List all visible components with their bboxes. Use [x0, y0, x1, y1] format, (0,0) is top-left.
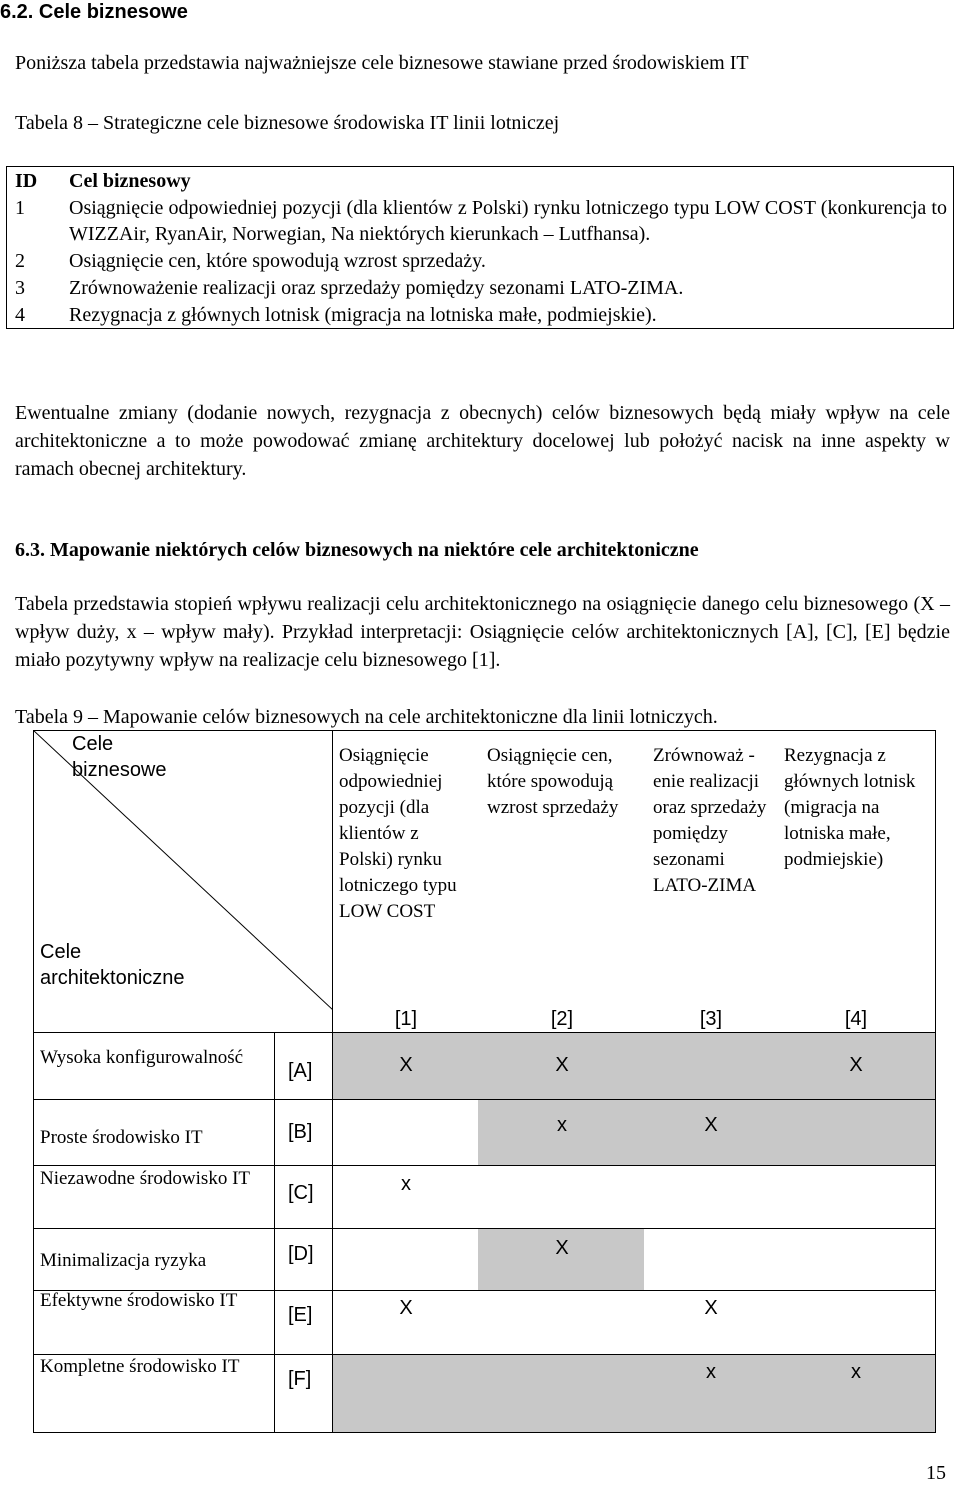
section-6-3-paragraph: Tabela przedstawia stopień wpływu realizacji celu architektonicznego na osiągnięcie danego celu biznesowego (X – wpływ duży, x – wpływ mały). Przykład interpretacji: Osiągnięcie celów architektonicznych [A], [C], [E] będzie miało pozytywny wpływ na realizacje celu biznesowego [1].	[15, 593, 950, 671]
mark-a-2: X	[555, 1054, 569, 1076]
table-row	[7, 301, 954, 329]
column-header-3: Zrównoważ -enie realizacji oraz sprzedaży pomiędzy sezonami LATO-ZIMA	[653, 745, 767, 896]
row-text: Zrównoważenie realizacji oraz sprzedaży pomiędzy sezonami LATO-ZIMA.	[69, 277, 684, 299]
row-id: 4	[15, 304, 25, 326]
column-code-1: [1]	[394, 1008, 418, 1030]
section-6-2-paragraph: Ewentualne zmiany (dodanie nowych, rezygnacja z obecnych) celów biznesowych będą miały wpływ na cele architektoniczne a to może powodować zmianę architektury docelowej lub położyć nacisk na inne aspekty w ramach obecnej architektury.	[15, 402, 950, 480]
table-row	[7, 247, 954, 274]
grid-line	[33, 1228, 936, 1229]
mark-b-2: x	[557, 1114, 567, 1136]
row-code-f: [F]	[288, 1368, 312, 1390]
row-id: 2	[15, 250, 25, 272]
mark-b-3: X	[704, 1114, 718, 1136]
grid-line	[33, 730, 34, 1433]
column-code-3: [3]	[699, 1008, 723, 1030]
grid-line	[332, 730, 333, 1433]
row-id: 3	[15, 277, 25, 299]
section-6-2-heading: 6.2. Cele biznesowe	[0, 1, 188, 23]
row-label-c: Niezawodne środowisko IT	[40, 1168, 251, 1189]
row-code-b: [B]	[288, 1121, 313, 1143]
row-code-c: [C]	[288, 1182, 314, 1204]
grid-line	[274, 1032, 275, 1433]
mark-e-1: X	[399, 1297, 413, 1319]
mark-e-3: X	[704, 1297, 718, 1319]
mark-f-4: x	[851, 1361, 861, 1383]
table-8-caption: Tabela 8 – Strategiczne cele biznesowe środowiska IT linii lotniczej	[15, 112, 560, 134]
row-label-b: Proste środowisko IT	[40, 1127, 203, 1148]
table-9-caption: Tabela 9 – Mapowanie celów biznesowych na cele architektoniczne dla linii lotniczych.	[15, 706, 718, 728]
row-text: Osiągnięcie cen, które spowodują wzrost sprzedaży.	[69, 250, 486, 272]
row-label-e: Efektywne środowisko IT	[40, 1290, 238, 1311]
row-id: 1	[15, 197, 25, 219]
row-label-a: Wysoka konfigurowalność	[40, 1047, 244, 1068]
grid-line	[33, 1432, 936, 1433]
mark-c-1: x	[401, 1173, 411, 1195]
mark-a-1: X	[399, 1054, 413, 1076]
row-code-d: [D]	[288, 1243, 314, 1265]
column-code-4: [4]	[844, 1008, 868, 1030]
table-row	[7, 194, 954, 247]
row-code-a: [A]	[288, 1060, 313, 1082]
table-8-header-goal: Cel biznesowy	[69, 170, 191, 192]
row-text: Rezygnacja z głównych lotnisk (migracja na lotniska małe, podmiejskie).	[69, 304, 657, 326]
column-header-4: Rezygnacja z głównych lotnisk (migracja na lotniska małe, podmiejskie)	[784, 745, 916, 870]
corner-business-goals: Cele biznesowe	[72, 733, 167, 781]
column-header-2: Osiągnięcie cen, które spowodują wzrost sprzedaży	[487, 745, 619, 818]
grid-line	[33, 1099, 936, 1100]
grid-line	[33, 730, 936, 731]
column-header-1: Osiągnięcie odpowiedniej pozycji (dla klientów z Polski) rynku lotniczego typu LOW COST	[339, 745, 457, 922]
corner-architecture-goals: Cele architektoniczne	[40, 941, 185, 989]
row-code-e: [E]	[288, 1304, 313, 1326]
mark-a-4: X	[849, 1054, 863, 1076]
table-8-header-id: ID	[15, 170, 38, 192]
grid-line	[33, 1032, 936, 1033]
section-6-2-intro: Poniższa tabela przedstawia najważniejsze cele biznesowe stawiane przed środowiskiem IT	[15, 52, 749, 74]
section-6-3-heading: 6.3. Mapowanie niektórych celów biznesowych na niektóre cele architektoniczne	[15, 539, 699, 561]
mark-d-2: X	[555, 1237, 569, 1259]
table-8	[6, 166, 954, 329]
page-number: 15	[926, 1462, 946, 1484]
mark-f-3: x	[706, 1361, 716, 1383]
row-label-f: Kompletne środowisko IT	[40, 1356, 240, 1377]
column-code-2: [2]	[550, 1008, 574, 1030]
row-label-d: Minimalizacja ryzyka	[40, 1250, 207, 1271]
table-row	[7, 274, 954, 301]
grid-line	[935, 730, 936, 1433]
table-8-header-row	[7, 167, 954, 195]
row-text: Osiągnięcie odpowiedniej pozycji (dla klientów z Polski) rynku lotniczego typu LOW COST (konkurencja to WIZZAir, RyanAir, Norwegian, Na niektórych kierunkach – Lutfhansa).	[69, 197, 947, 245]
